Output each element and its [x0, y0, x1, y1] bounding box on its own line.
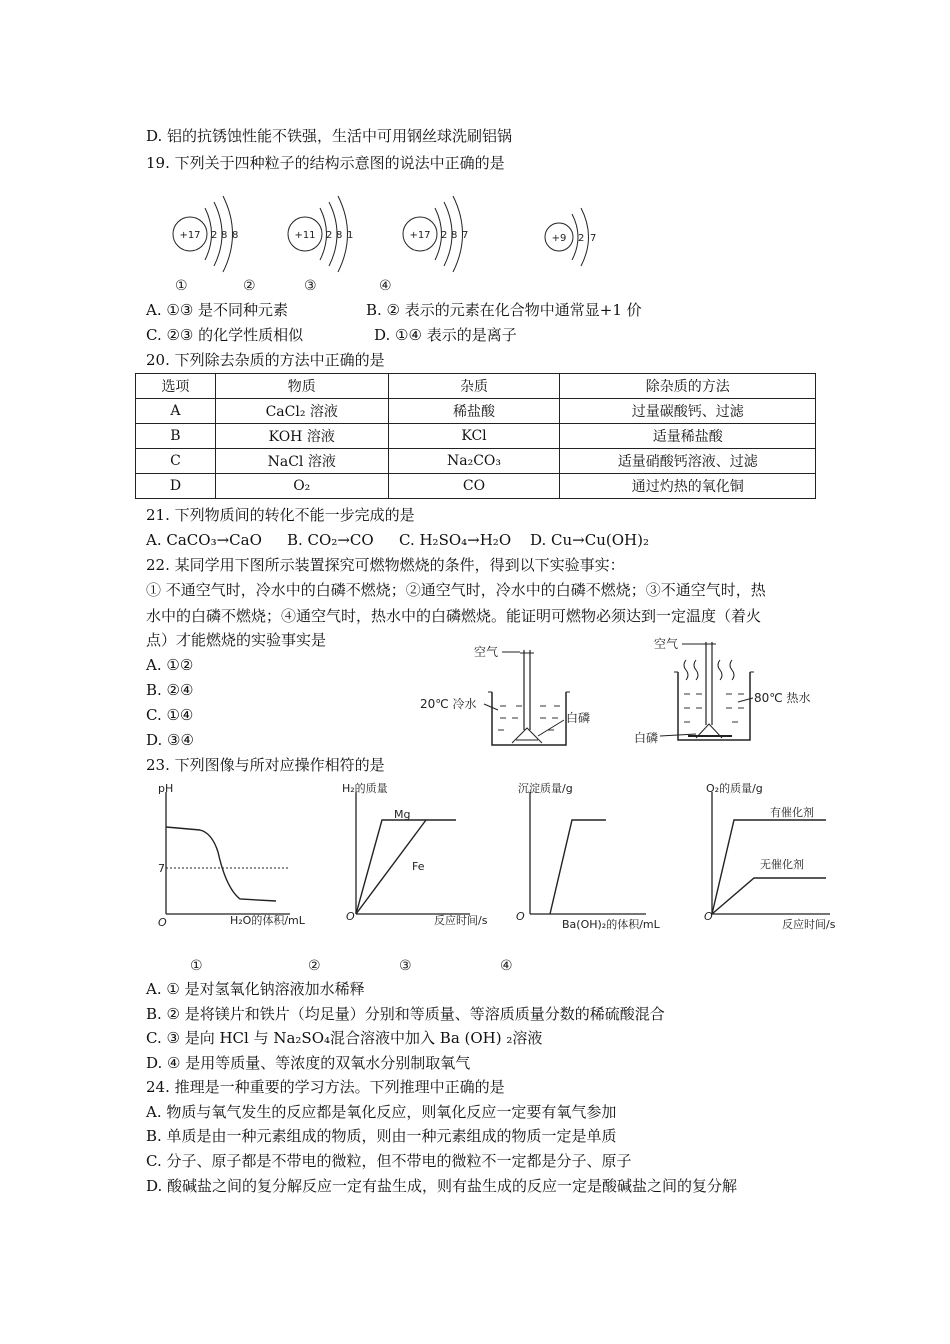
atom-1-nucleus: +17: [179, 230, 201, 241]
graph-3-xlabel: Ba(OH)₂的体积/mL: [562, 918, 660, 931]
graph-4-xlabel: 反应时间/s: [782, 918, 836, 931]
graph-2: [308, 781, 488, 974]
hot-water-label: 80℃ 热水: [754, 691, 811, 705]
graph-2-mg-label: Mg: [394, 808, 411, 821]
atom-2-label: ②: [243, 278, 256, 294]
table-row: [136, 449, 816, 474]
table-header-cell: 物质: [215, 374, 388, 399]
table-cell: CaCl₂ 溶液: [215, 399, 388, 424]
atom-4-nucleus: +9: [551, 233, 567, 244]
atom-3-label: ③: [304, 278, 317, 294]
graph-1-curve: [166, 827, 276, 901]
q24-option-b: B. 单质是由一种元素组成的物质，则由一种元素组成的物质一定是单质: [146, 1127, 617, 1145]
q24-stem: 24. 推理是一种重要的学习方法。下列推理中正确的是: [146, 1078, 505, 1096]
q21-stem: 21. 下列物质间的转化不能一步完成的是: [146, 506, 415, 524]
q24-option-d: D. 酸碱盐之间的复分解反应一定有盐生成，则有盐生成的反应一定是酸碱盐之间的复分解: [146, 1177, 738, 1195]
cold-air-label: 空气: [474, 645, 499, 659]
table-cell: O₂: [215, 474, 388, 499]
q22-stem: 22. 某同学用下图所示装置探究可燃物燃烧的条件，得到以下实验事实：: [146, 556, 625, 574]
q19-option-c: C. ②③ 的化学性质相似: [146, 326, 304, 344]
graph-4-origin: O: [704, 910, 713, 923]
q22-option-b: B. ②④: [146, 681, 194, 699]
q18-option-d: D. 铝的抗锈蚀性能不铁强，生活中可用钢丝球洗刷铝锅: [146, 127, 513, 145]
table-cell: 适量稀盐酸: [560, 424, 816, 449]
q19-stem: 19. 下列关于四种粒子的结构示意图的说法中正确的是: [146, 154, 505, 172]
atom-3-shell-2: 8: [451, 230, 458, 241]
graph-3-origin: O: [516, 910, 525, 923]
table-cell: 通过灼热的氧化铜: [560, 474, 816, 499]
table-cell: CO: [388, 474, 560, 499]
hot-phosphorus-label: 白磷: [634, 731, 659, 745]
atom-2-shell-1: 2: [326, 230, 333, 241]
graph-3-label: ③: [399, 958, 412, 974]
atom-4-shell-2: 7: [590, 233, 597, 244]
atom-2: [243, 196, 353, 294]
atom-1-shell-1: 2: [211, 230, 218, 241]
atom-4: [379, 208, 596, 294]
table-row: [136, 474, 816, 499]
atom-2-shell-2: 8: [336, 230, 343, 241]
q20-stem: 20. 下列除去杂质的方法中正确的是: [146, 351, 385, 369]
q21-option-a: A. CaCO₃→CaO: [146, 531, 262, 549]
table-row: [136, 424, 816, 449]
table-cell: D: [136, 474, 216, 499]
atom-1-shell-3: 8: [232, 230, 239, 241]
hot-water-beaker: [634, 636, 811, 745]
graph-1-origin: O: [158, 916, 167, 929]
table-cell: Na₂CO₃: [388, 449, 560, 474]
q19-option-b: B. ② 表示的元素在化合物中通常显+1 价: [366, 301, 642, 319]
table-cell: KCl: [388, 424, 560, 449]
atom-1-shell-2: 8: [221, 230, 228, 241]
q19-option-d: D. ①④ 表示的是离子: [374, 326, 517, 344]
graph-1: [158, 782, 306, 974]
q24-option-a: A. 物质与氧气发生的反应都是氧化反应，则氧化反应一定要有氧气参加: [146, 1103, 617, 1121]
atom-structure-diagrams: [150, 186, 650, 296]
graph-4-no-catalyst-line: [712, 878, 826, 914]
graph-1-tick-7: 7: [158, 862, 165, 875]
combustion-apparatus: [420, 630, 820, 750]
table-cell: C: [136, 449, 216, 474]
q21-option-c: C. H₂SO₄→H₂O: [399, 531, 512, 549]
table-cell: 适量硝酸钙溶液、过滤: [560, 449, 816, 474]
table-cell: 稀盐酸: [388, 399, 560, 424]
graph-1-xlabel: H₂O的体积/mL: [230, 914, 305, 927]
graph-2-xlabel: 反应时间/s: [434, 914, 488, 927]
graph-2-fe-label: Fe: [412, 860, 425, 873]
atom-3-shell-3: 7: [462, 230, 469, 241]
table-header-row: [136, 374, 816, 399]
q20-table: [135, 373, 816, 499]
graph-4: [500, 781, 836, 974]
graph-3-curve: [550, 820, 606, 914]
table-row: [136, 399, 816, 424]
graph-4-label: ④: [500, 958, 513, 974]
table-cell: KOH 溶液: [215, 424, 388, 449]
graph-2-ylabel: H₂的质量: [342, 782, 388, 795]
atom-4-shell-1: 2: [578, 233, 585, 244]
q22-fact-line-1: ① 不通空气时，冷水中的白磷不燃烧；②通空气时，冷水中的白磷不燃烧；③不通空气时，热: [146, 581, 766, 599]
atom-3-nucleus: +17: [409, 230, 431, 241]
q19-option-a: A. ①③ 是不同种元素: [146, 301, 289, 319]
q23-stem: 23. 下列图像与所对应操作相符的是: [146, 756, 385, 774]
graph-1-ylabel: pH: [158, 782, 174, 795]
q23-option-a: A. ① 是对氢氧化钠溶液加水稀释: [146, 980, 365, 998]
table-header-cell: 除杂质的方法: [560, 374, 816, 399]
hot-air-label: 空气: [654, 637, 679, 651]
q22-option-a: A. ①②: [146, 656, 194, 674]
graph-3-ylabel: 沉淀质量/g: [518, 782, 573, 795]
atom-3-shell-1: 2: [441, 230, 448, 241]
q21-option-d: D. Cu→Cu(OH)₂: [530, 531, 649, 549]
atom-2-nucleus: +11: [294, 230, 316, 241]
q23-option-b: B. ② 是将镁片和铁片（均足量）分别和等质量、等溶质质量分数的稀硫酸混合: [146, 1005, 665, 1023]
q21-option-b: B. CO₂→CO: [287, 531, 374, 549]
cold-water-label: 20℃ 冷水: [420, 697, 477, 711]
graph-4-ylabel: O₂的质量/g: [706, 782, 763, 795]
q23-option-c: C. ③ 是向 HCl 与 Na₂SO₄混合溶液中加入 Ba (OH) ₂溶液: [146, 1029, 543, 1047]
atom-4-label: ④: [379, 278, 392, 294]
atom-1: [173, 196, 238, 294]
q22-option-d: D. ③④: [146, 731, 194, 749]
table-header-cell: 选项: [136, 374, 216, 399]
table-header-cell: 杂质: [388, 374, 560, 399]
graph-2-origin: O: [346, 910, 355, 923]
q22-fact-line-2: 水中的白磷不燃烧；④通空气时，热水中的白磷燃烧。能证明可燃物必须达到一定温度（着火: [146, 607, 762, 625]
q22-fact-line-3: 点）才能燃烧的实验事实是: [146, 631, 327, 649]
table-cell: B: [136, 424, 216, 449]
table-cell: A: [136, 399, 216, 424]
graph-4-catalyst-label: 有催化剂: [770, 806, 814, 819]
q22-option-c: C. ①④: [146, 706, 194, 724]
atom-2-shell-3: 1: [347, 230, 354, 241]
q23-option-d: D. ④ 是用等质量、等浓度的双氧水分别制取氧气: [146, 1054, 471, 1072]
atom-1-label: ①: [175, 278, 188, 294]
q24-option-c: C. 分子、原子都是不带电的微粒，但不带电的微粒不一定都是分子、原子: [146, 1152, 632, 1170]
table-cell: 过量碳酸钙、过滤: [560, 399, 816, 424]
table-cell: NaCl 溶液: [215, 449, 388, 474]
graph-2-label: ②: [308, 958, 321, 974]
graph-2-mg-line: [356, 820, 456, 914]
q23-graphs: [150, 780, 870, 980]
graph-3: [399, 781, 661, 974]
graph-1-label: ①: [190, 958, 203, 974]
cold-water-beaker: [420, 644, 590, 745]
graph-4-no-catalyst-label: 无催化剂: [760, 858, 804, 871]
cold-phosphorus-label: 白磷: [566, 711, 591, 725]
